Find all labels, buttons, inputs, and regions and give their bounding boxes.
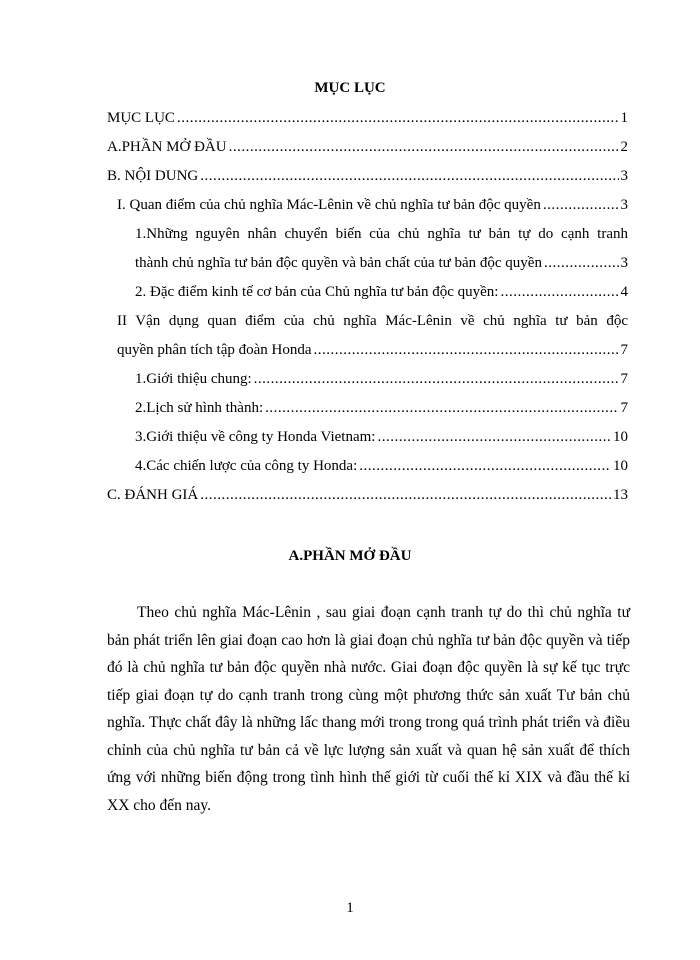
toc-entry-page: 1 (620, 110, 628, 126)
toc-entry-page: 7 (620, 371, 628, 387)
toc-dot-leader (254, 365, 619, 394)
toc-dot-leader (265, 394, 618, 423)
toc-dot-leader (314, 336, 619, 365)
toc-entry[interactable] (0, 133, 700, 162)
toc-dot-leader (177, 104, 619, 133)
toc-entry-label: II Vận dụng quan điểm của chủ nghĩa Mác-Lênin về chủ nghĩa tư bản độc (117, 313, 628, 329)
toc-entry-label: B. NỘI DUNG (107, 168, 199, 184)
toc-entry[interactable] (0, 481, 700, 510)
toc-entry-page: 4 (620, 284, 628, 300)
toc-dot-leader (544, 249, 619, 278)
toc-entry-label: 2.Lịch sử hình thành: (135, 400, 264, 416)
toc-entry[interactable] (0, 162, 700, 191)
toc-entry[interactable] (0, 423, 700, 452)
toc-entry-page: 3 (620, 197, 628, 213)
toc-entry-label: 3.Giới thiệu về công ty Honda Vietnam: (135, 429, 376, 445)
section-heading: A.PHẦN MỞ ĐẦU (288, 548, 412, 564)
toc-dot-leader (359, 452, 611, 481)
table-of-contents (0, 104, 700, 510)
toc-entry-label: quyền phân tích tập đoàn Honda (117, 342, 312, 358)
toc-entry-label: C. ĐÁNH GIÁ (107, 487, 199, 503)
toc-entry-page: 13 (613, 487, 628, 503)
toc-dot-leader (543, 191, 619, 220)
toc-entry-page: 7 (620, 342, 628, 358)
toc-entry-page: 2 (620, 139, 628, 155)
toc-dot-leader (200, 481, 611, 510)
toc-entry[interactable] (0, 278, 700, 307)
toc-dot-leader (200, 162, 618, 191)
toc-entry-page: 10 (613, 458, 628, 474)
toc-entry-label: I. Quan điểm của chủ nghĩa Mác-Lênin về chủ nghĩa tư bản độc quyền (117, 197, 541, 213)
toc-entry-line[interactable] (0, 307, 700, 336)
toc-entry[interactable] (0, 249, 700, 278)
toc-dot-leader (377, 423, 611, 452)
toc-entry-page: 7 (620, 400, 628, 416)
body-paragraph: Theo chủ nghĩa Mác-Lênin , sau giai đoạn cạnh tranh tự do thì chủ nghĩa tư bản phát triển lên giai đoạn cao hơn là giai đoạn chủ nghĩa tư bản độc quyền và tiếp đó là chủ nghĩa tư bản độc quyền nhà nước. Giai đoạn độc quyền là sự kế tục trực tiếp giai đoạn tự do cạnh tranh trong cùng một phương thức sản xuất Tư bản chủ nghĩa. Thực chất đây là những lấc thang mới trong trong quá trình phát triển và điều chỉnh của chủ nghĩa tư bản cả về lực lượng sản xuất và quan hệ sản xuất để thích ứng với những biến động trong tình hình thế giới từ cuối thế kỉ XIX và đầu thế kỉ XX cho đến nay. (107, 604, 630, 814)
toc-entry[interactable] (0, 191, 700, 220)
toc-entry-label: 2. Đặc điểm kinh tế cơ bản của Chủ nghĩa tư bản độc quyền: (135, 284, 499, 300)
toc-entry-label: 1.Giới thiệu chung: (135, 371, 252, 387)
toc-entry[interactable] (0, 365, 700, 394)
toc-dot-leader (229, 133, 619, 162)
toc-entry[interactable] (0, 394, 700, 423)
toc-entry-line[interactable] (0, 220, 700, 249)
toc-entry-page: 10 (613, 429, 628, 445)
toc-entry[interactable] (0, 336, 700, 365)
page-number: 1 (346, 900, 354, 916)
toc-entry-label: MỤC LỤC (107, 110, 175, 126)
toc-title: MỤC LỤC (314, 80, 386, 96)
toc-entry[interactable] (0, 104, 700, 133)
toc-entry-label: A.PHẦN MỞ ĐẦU (107, 139, 227, 155)
toc-entry-page: 3 (620, 255, 628, 271)
toc-entry-label: thành chủ nghĩa tư bản độc quyền và bản chất của tư bản độc quyền (135, 255, 542, 271)
toc-entry[interactable] (0, 452, 700, 481)
toc-entry-page: 3 (620, 168, 628, 184)
toc-entry-label: 4.Các chiến lược của công ty Honda: (135, 458, 358, 474)
toc-entry-label: 1.Những nguyên nhân chuyển biến của chủ nghĩa tư bản tự do cạnh tranh (135, 226, 628, 242)
toc-dot-leader (500, 278, 618, 307)
